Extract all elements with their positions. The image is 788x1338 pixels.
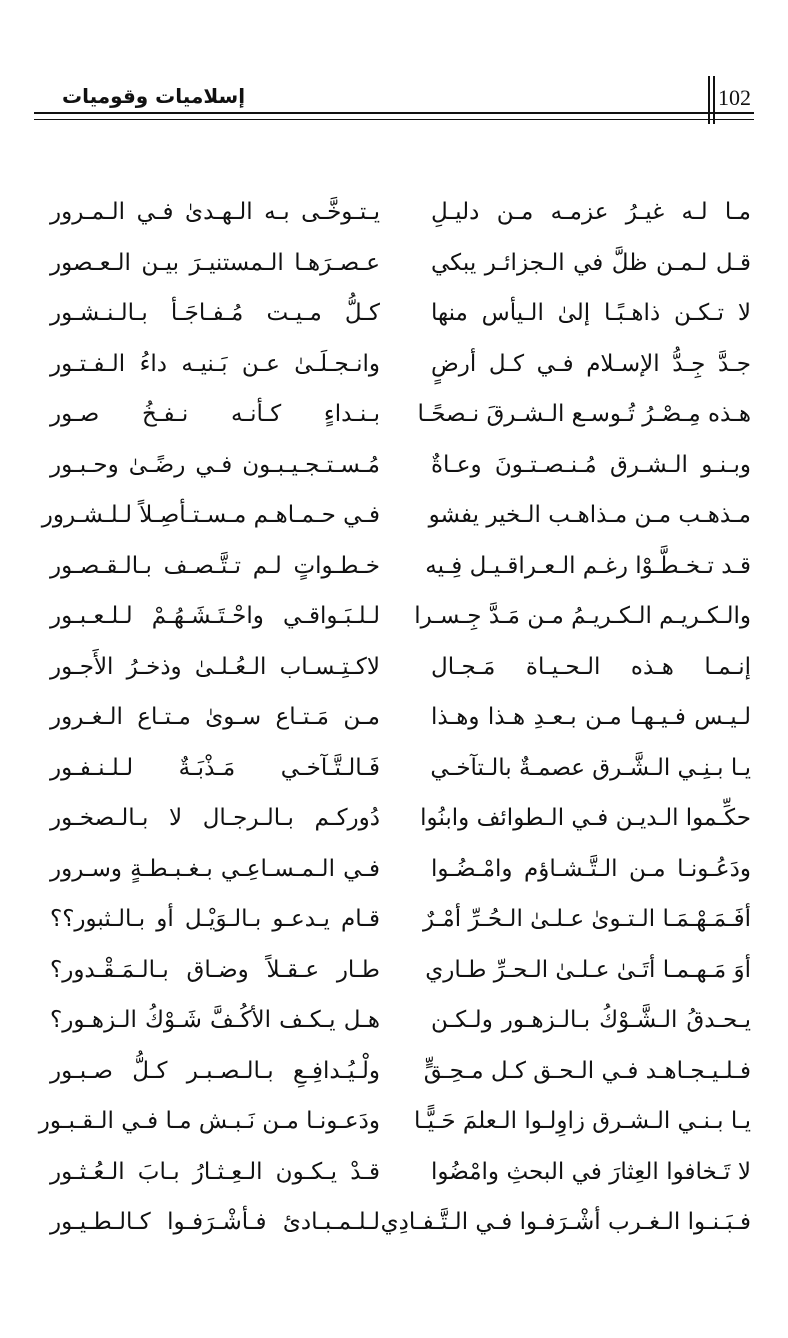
header-rule-bottom bbox=[34, 119, 754, 120]
verse-second-hemistich: يـتـوخَّـى بـه الـهـدىٰ فـي الـمـرور bbox=[50, 199, 380, 225]
verse-row bbox=[0, 188, 788, 236]
verse-first-hemistich: فـبَـنـوا الـغـرب أشْـرَفـوا فـي الـتَّـفـادِي bbox=[380, 1209, 751, 1235]
verse-first-hemistich: أفَـمَـهْـمَـا الـتـوىٰ عـلـىٰ الـحُـرِّ أمْـرٌ bbox=[422, 906, 751, 932]
verse-first-hemistich: حكِّـموا الـديـن فـي الـطوائف وابنُوا bbox=[420, 805, 751, 831]
verse-first-hemistich: لا تـكـن ذاهـبًـا إلىٰ الـيأس منها bbox=[431, 300, 751, 326]
header-divider-left bbox=[708, 76, 710, 124]
running-title: إسلاميات وقوميات bbox=[62, 84, 246, 108]
verse-first-hemistich: جـدَّ جِـدُّ الإسـلام فـي كـل أرضٍ bbox=[431, 351, 751, 377]
verse-first-hemistich: وبـنـو الـشـرق مُـنـصـتـونَ وعـاةٌ bbox=[431, 452, 751, 478]
verse-first-hemistich: أوَ مَـهـمـا أتَـىٰ عـلـىٰ الـحـرِّ طـاري bbox=[425, 957, 751, 983]
verse-second-hemistich: وانـجـلَـىٰ عـن بَـنيـه داءُ الـفـتـور bbox=[50, 351, 380, 377]
verse-first-hemistich: هـذه مِـصْـرُ تُـوسـع الـشـرقَ نـصحًـا bbox=[417, 401, 751, 427]
verse-row bbox=[0, 390, 788, 438]
verse-row bbox=[0, 643, 788, 691]
verse-first-hemistich: مـا لـه غيـرُ عزمـه مـن دليـلِ bbox=[431, 199, 751, 225]
verse-second-hemistich: ولْـيُـدافِـعِ بـالـصـبـر كـلُّ صـبـور bbox=[50, 1058, 380, 1084]
verse-first-hemistich: مـذهـب مـن مـذاهـب الـخير يفشو bbox=[428, 502, 751, 528]
header-divider-right bbox=[713, 76, 715, 124]
verse-row bbox=[0, 1047, 788, 1095]
verse-second-hemistich: فـي الـمـسـاعِـي بـغـبـطـةٍ وسـرور bbox=[50, 856, 380, 882]
verse-first-hemistich: يـحـدقُ الـشَّـوْكُ بـالـزهـور ولـكـن bbox=[431, 1007, 751, 1033]
verse-second-hemistich: دُوركـم بـالـرجـال لا بـالـصخـور bbox=[50, 805, 380, 831]
verse-first-hemistich: والـكـريـم الـكـريـمُ مـن مَـدَّ جِـسـرا bbox=[414, 603, 751, 629]
verse-first-hemistich: يـا بـنِـي الـشَّـرق عصمـةٌ بالـتآخـي bbox=[430, 755, 751, 781]
verse-first-hemistich: لا تَـخافوا العِثارَ في البحثِ وامْضُوا bbox=[431, 1159, 751, 1185]
verse-second-hemistich: عـصـرَهـا الـمستنيـرَ بيـن الـعـصور bbox=[50, 250, 380, 276]
verse-row bbox=[0, 845, 788, 893]
verse-row bbox=[0, 996, 788, 1044]
verse-first-hemistich: ودَعُـونـا مـن الـتَّـشـاؤم وامْـضُـوا bbox=[431, 856, 751, 882]
header-rule-top bbox=[34, 112, 754, 114]
verse-row bbox=[0, 441, 788, 489]
verse-second-hemistich: كـلُّ مـيـت مُـفـاجَـأ بـالـنـشـور bbox=[50, 300, 380, 326]
verse-second-hemistich: قـدْ يـكـون الـعِـثـارُ بـابَ الـعُـثـور bbox=[50, 1159, 380, 1185]
verse-second-hemistich: فـي حـمـاهـم مـسـتـأصِـلاً لـلـشـرور bbox=[41, 502, 380, 528]
verse-row bbox=[0, 1148, 788, 1196]
verse-row bbox=[0, 239, 788, 287]
verse-row bbox=[0, 491, 788, 539]
verse-row bbox=[0, 1097, 788, 1145]
verse-row bbox=[0, 794, 788, 842]
verse-second-hemistich: لاكـتِـسـاب الـعُـلـىٰ وذخـرُ الأَجـور bbox=[50, 654, 380, 680]
verse-row bbox=[0, 946, 788, 994]
verse-second-hemistich: مُـسـتـجـيـبـون فـي رضًـىٰ وحـبـور bbox=[50, 452, 380, 478]
verse-second-hemistich: لـلـبَـواقـي واحْـتَـشَـهُـمْ لـلـعـبـور bbox=[50, 603, 380, 629]
verse-second-hemistich: طـار عـقـلاً وضـاق بـالـمَـقْـدور؟ bbox=[50, 957, 380, 983]
verse-first-hemistich: فـلـيـجـاهـد فـي الـحـق كـل مـحِـقٍّ bbox=[423, 1058, 751, 1084]
verse-second-hemistich: مـن مَـتـاع سـوىٰ مـتـاع الـغـرور bbox=[50, 704, 380, 730]
verse-first-hemistich: يـا بـنـي الـشـرق زاوِلـوا الـعلمَ حَـيًّـا bbox=[413, 1108, 751, 1134]
verse-first-hemistich: إنـمـا هـذه الـحـيـاة مَـجـال bbox=[431, 654, 751, 680]
poem-body bbox=[0, 188, 788, 1248]
verse-second-hemistich: هـل يـكـف الأكُـفَّ شَـوْكُ الـزهـور؟ bbox=[50, 1007, 380, 1033]
verse-row bbox=[0, 744, 788, 792]
page-number: 102 bbox=[718, 85, 751, 110]
verse-first-hemistich: لـيـس فـيـهـا مـن بـعـدِ هـذا وهـذا bbox=[431, 704, 751, 730]
verse-first-hemistich: قـد تـخـطَّـوْا رغـم الـعـراقـيـل فِـيه bbox=[425, 553, 751, 579]
verse-row bbox=[0, 895, 788, 943]
verse-row bbox=[0, 542, 788, 590]
verse-second-hemistich: فَـالـتَّـآخـي مَـذْبَـةٌ لـلـنـفـور bbox=[50, 755, 380, 781]
verse-second-hemistich: بـنـداءٍ كـأنـه نـفـخُ صـور bbox=[50, 401, 380, 427]
verse-row bbox=[0, 592, 788, 640]
verse-first-hemistich: قـل لـمـن ظلَّ في الـجزائـر يبكي bbox=[431, 250, 751, 276]
verse-second-hemistich: ودَعـونـا مـن نَـبـش مـا فـي الـقـبـور bbox=[38, 1108, 380, 1134]
verse-second-hemistich: خـطـواتٍ لـم تـتَّـصـف بـالـقـصـور bbox=[50, 553, 380, 579]
verse-row bbox=[0, 289, 788, 337]
verse-second-hemistich: لـلـمـبـادئ فـأشْـرَفـوا كـالـطـيـور bbox=[50, 1209, 380, 1235]
verse-row bbox=[0, 1198, 788, 1246]
verse-row bbox=[0, 693, 788, 741]
verse-row bbox=[0, 340, 788, 388]
verse-second-hemistich: قـام يـدعـو بـالـوَيْـل أو بـالـثبور؟؟ bbox=[50, 906, 380, 932]
